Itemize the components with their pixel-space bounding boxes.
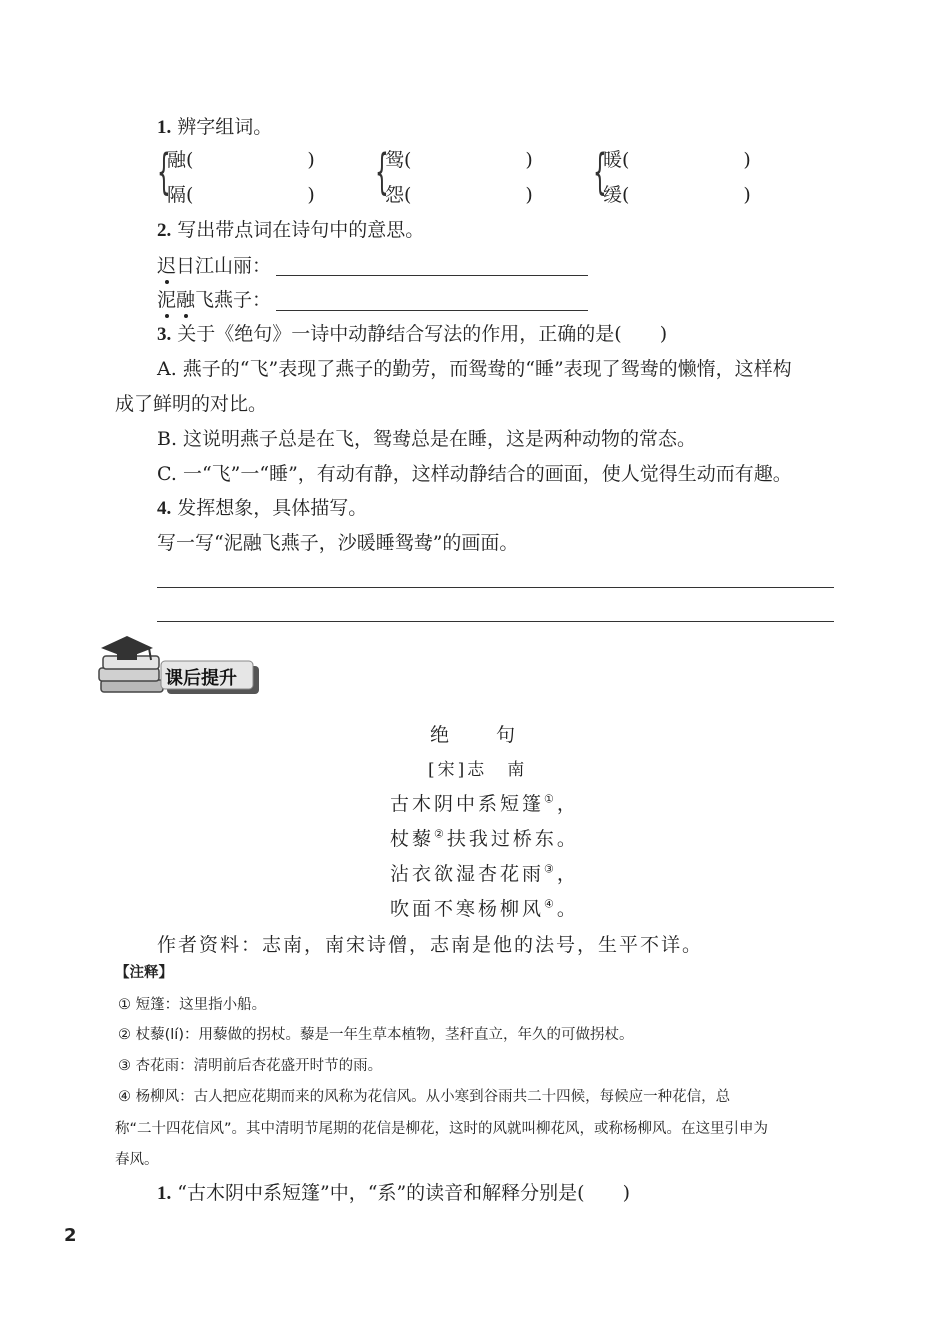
note-item: ② 杖藜(lí)：用藜做的拐杖。藜是一年生草本植物，茎秆直立，年久的可做拐杖。: [118, 1027, 634, 1043]
poem-line: 古木阴中系短篷①，: [390, 792, 579, 815]
question-2: 2. 写出带点词在诗句中的意思。: [157, 219, 425, 241]
poem-line: 吹面不寒杨柳风④。: [390, 897, 579, 920]
option-b[interactable]: B. 这说明燕子总是在飞，鸳鸯总是在睡，这是两种动物的常态。: [157, 428, 697, 450]
question-4: 4. 发挥想象，具体描写。: [157, 497, 368, 519]
answer-line[interactable]: [276, 275, 588, 276]
note-item: ④ 杨柳风：古人把应花期而来的风称为花信风。从小寒到谷雨共二十四候，每候应一种花信，总: [118, 1089, 731, 1105]
section-header: [95, 628, 265, 696]
note-item-cont: 称“二十四花信风”。其中清明节尾期的花信是柳花，这时的风就叫柳花风，或称杨柳风。在这里引申为: [115, 1121, 769, 1137]
word-blank[interactable]: 缓( ): [603, 184, 751, 206]
brace-1: {: [157, 144, 171, 200]
page-number: 2: [64, 1225, 77, 1246]
word-blank[interactable]: 暖( ): [603, 149, 751, 171]
word-blank[interactable]: 隔( ): [167, 184, 315, 206]
answer-line[interactable]: [276, 310, 588, 311]
word-blank[interactable]: 融( ): [167, 149, 315, 171]
q2-line-1: 迟日江山丽：: [157, 255, 272, 277]
note-item: ③ 杏花雨：清明前后杏花盛开时节的雨。: [118, 1058, 383, 1074]
writing-line[interactable]: [157, 621, 834, 622]
brace-3: {: [593, 144, 607, 200]
poem-author: [宋]志 南: [428, 760, 528, 780]
question-next: 1. “古木阴中系短篷”中，“系”的读音和解释分别是( ): [157, 1182, 630, 1204]
note-item-cont: 春风。: [115, 1152, 159, 1168]
word-blank[interactable]: 鸳( ): [385, 149, 533, 171]
option-a-cont: 成了鲜明的对比。: [115, 393, 268, 415]
brace-2: {: [375, 144, 389, 200]
option-c[interactable]: C. 一“飞”一“睡”，有动有静，这样动静结合的画面，使人觉得生动而有趣。: [157, 463, 792, 485]
note-item: ① 短篷：这里指小船。: [118, 997, 267, 1013]
question-3: 3. 关于《绝句》一诗中动静结合写法的作用，正确的是( ): [157, 323, 668, 345]
word-blank[interactable]: 怨( ): [385, 184, 533, 206]
writing-line[interactable]: [157, 587, 834, 588]
author-info: 作者资料：志南，南宋诗僧，志南是他的法号，生平不详。: [157, 934, 704, 956]
question-1: 1. 辨字组词。: [157, 116, 273, 138]
q4-prompt: 写一写“泥融飞燕子，沙暖睡鸳鸯”的画面。: [157, 532, 519, 554]
poem-line: 杖藜②扶我过桥东。: [390, 827, 579, 850]
poem-title: 绝 句: [430, 724, 519, 746]
section-title: 课后提升: [165, 668, 237, 689]
poem-line: 沾衣欲湿杏花雨③，: [390, 862, 579, 885]
option-a[interactable]: A. 燕子的“飞”表现了燕子的勤劳，而鸳鸯的“睡”表现了鸳鸯的懒惰，这样构: [157, 358, 792, 380]
notes-heading: 【注释】: [115, 965, 173, 981]
q2-line-2: 泥融飞燕子：: [157, 289, 272, 311]
